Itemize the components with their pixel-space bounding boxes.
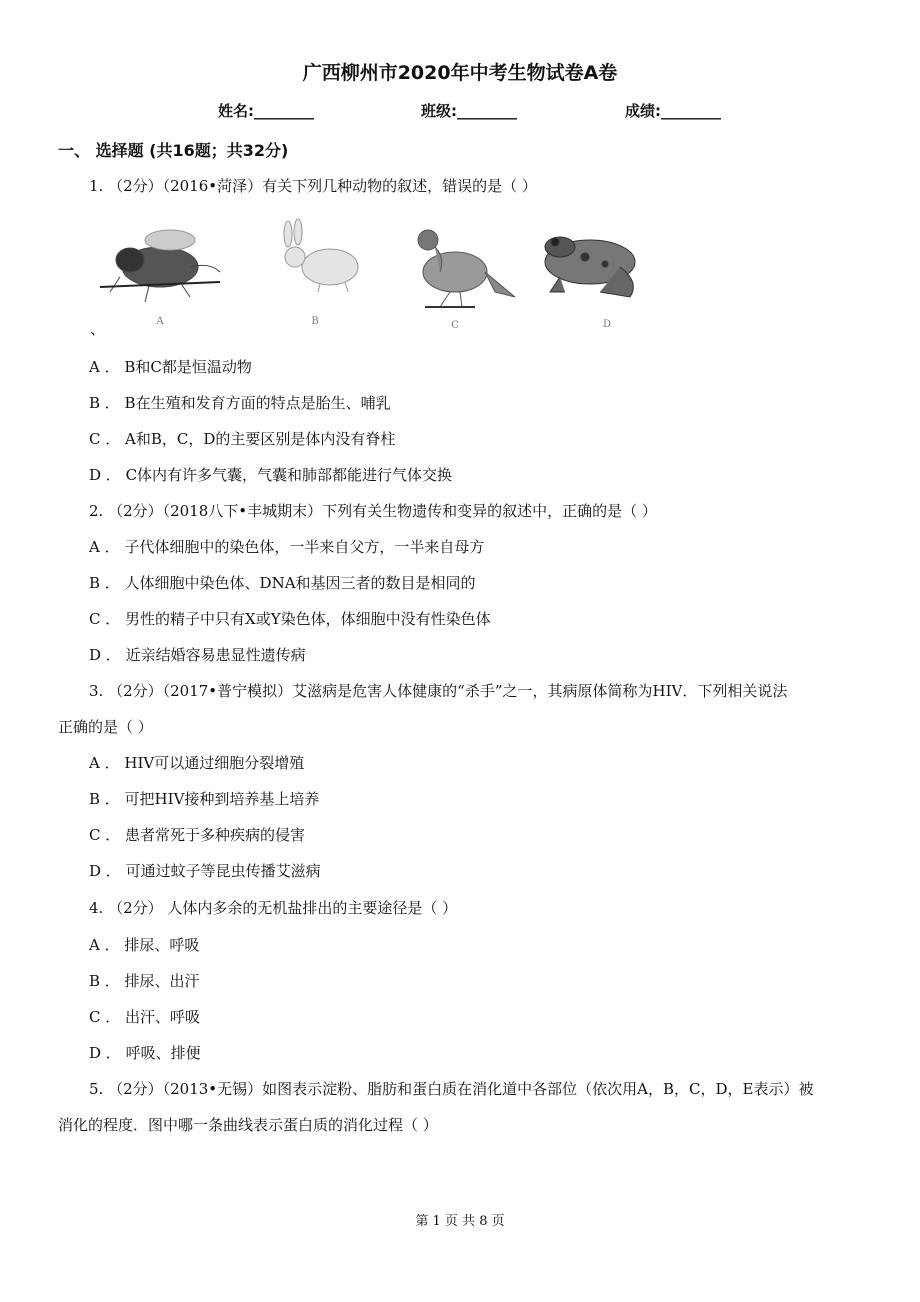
q1-option-a: A ． B和C都是恒温动物 <box>89 358 252 376</box>
q3-option-c: C ． 患者常死于多种疾病的侵害 <box>89 826 306 844</box>
q4-option-a: A ． 排尿、呼吸 <box>89 936 200 954</box>
q3-option-d: D ． 可通过蚊子等昆虫传播艾滋病 <box>89 862 321 880</box>
figure-label-c: C <box>451 320 459 331</box>
q3-option-a: A ． HIV可以通过细胞分裂增殖 <box>89 754 305 772</box>
q2-option-c: C ． 男性的精子中只有X或Y染色体，体细胞中没有性染色体 <box>89 610 491 628</box>
question-1-stem: 1. （2分）（2016•菏泽）有关下列几种动物的叙述，错误的是（ ） <box>89 177 537 195</box>
q2-option-a: A ． 子代体细胞中的染色体，一半来自父方，一半来自母方 <box>89 538 485 556</box>
q4-option-c: C ． 出汗、呼吸 <box>89 1008 201 1026</box>
question-5-stem: 5. （2分）（2013•无锡）如图表示淀粉、脂肪和蛋白质在消化道中各部位（依次用A，B，C，D，E表示）被 <box>89 1080 814 1098</box>
page-title: 广西柳州市2020年中考生物试卷A卷 <box>302 62 618 84</box>
q3-option-b: B ． 可把HIV接种到培养基上培养 <box>89 790 320 808</box>
q4-option-d: D ． 呼吸、排便 <box>89 1044 201 1062</box>
q4-option-b: B ． 排尿、出汗 <box>89 972 200 990</box>
figure-label-a: A <box>156 316 164 327</box>
score-field: 成绩:________ <box>625 102 721 120</box>
question-2-stem: 2. （2分）（2018八下•丰城期末）下列有关生物遗传和变异的叙述中，正确的是（ ） <box>89 502 657 520</box>
question-3-stem-cont: 正确的是（ ） <box>58 718 153 736</box>
figure-trailing-mark: 、 <box>90 320 106 338</box>
frog-image <box>545 237 635 297</box>
section-heading: 一、 选择题 (共16题；共32分) <box>58 141 289 160</box>
figure-label-d: D <box>602 319 612 330</box>
pigeon-image <box>418 230 515 307</box>
question-3-stem: 3. （2分）（2017•普宁模拟）艾滋病是危害人体健康的“杀手”之一，其病原体简称为HIV．下列相关说法 <box>89 682 788 700</box>
figure-label-b: B <box>311 316 319 327</box>
q2-option-b: B ． 人体细胞中染色体、DNA和基因三者的数目是相同的 <box>89 574 476 592</box>
question-5-stem-cont: 消化的程度．图中哪一条曲线表示蛋白质的消化过程（ ） <box>58 1116 438 1134</box>
bee-image <box>100 230 220 302</box>
q2-option-d: D ． 近亲结婚容易患显性遗传病 <box>89 646 306 664</box>
animals-figure <box>90 212 660 337</box>
class-field: 班级:________ <box>421 102 517 120</box>
q1-option-c: C ． A和B，C，D的主要区别是体内没有脊柱 <box>89 430 396 448</box>
q1-option-b: B ． B在生殖和发育方面的特点是胎生、哺乳 <box>89 394 391 412</box>
question-4-stem: 4. （2分） 人体内多余的无机盐排出的主要途径是（ ） <box>89 899 458 917</box>
page-footer: 第 1 页 共 8 页 <box>415 1214 505 1229</box>
name-field: 姓名:________ <box>218 102 314 120</box>
rabbit-image <box>284 219 358 292</box>
q1-option-d: D ． C体内有许多气囊，气囊和肺部都能进行气体交换 <box>89 466 453 484</box>
